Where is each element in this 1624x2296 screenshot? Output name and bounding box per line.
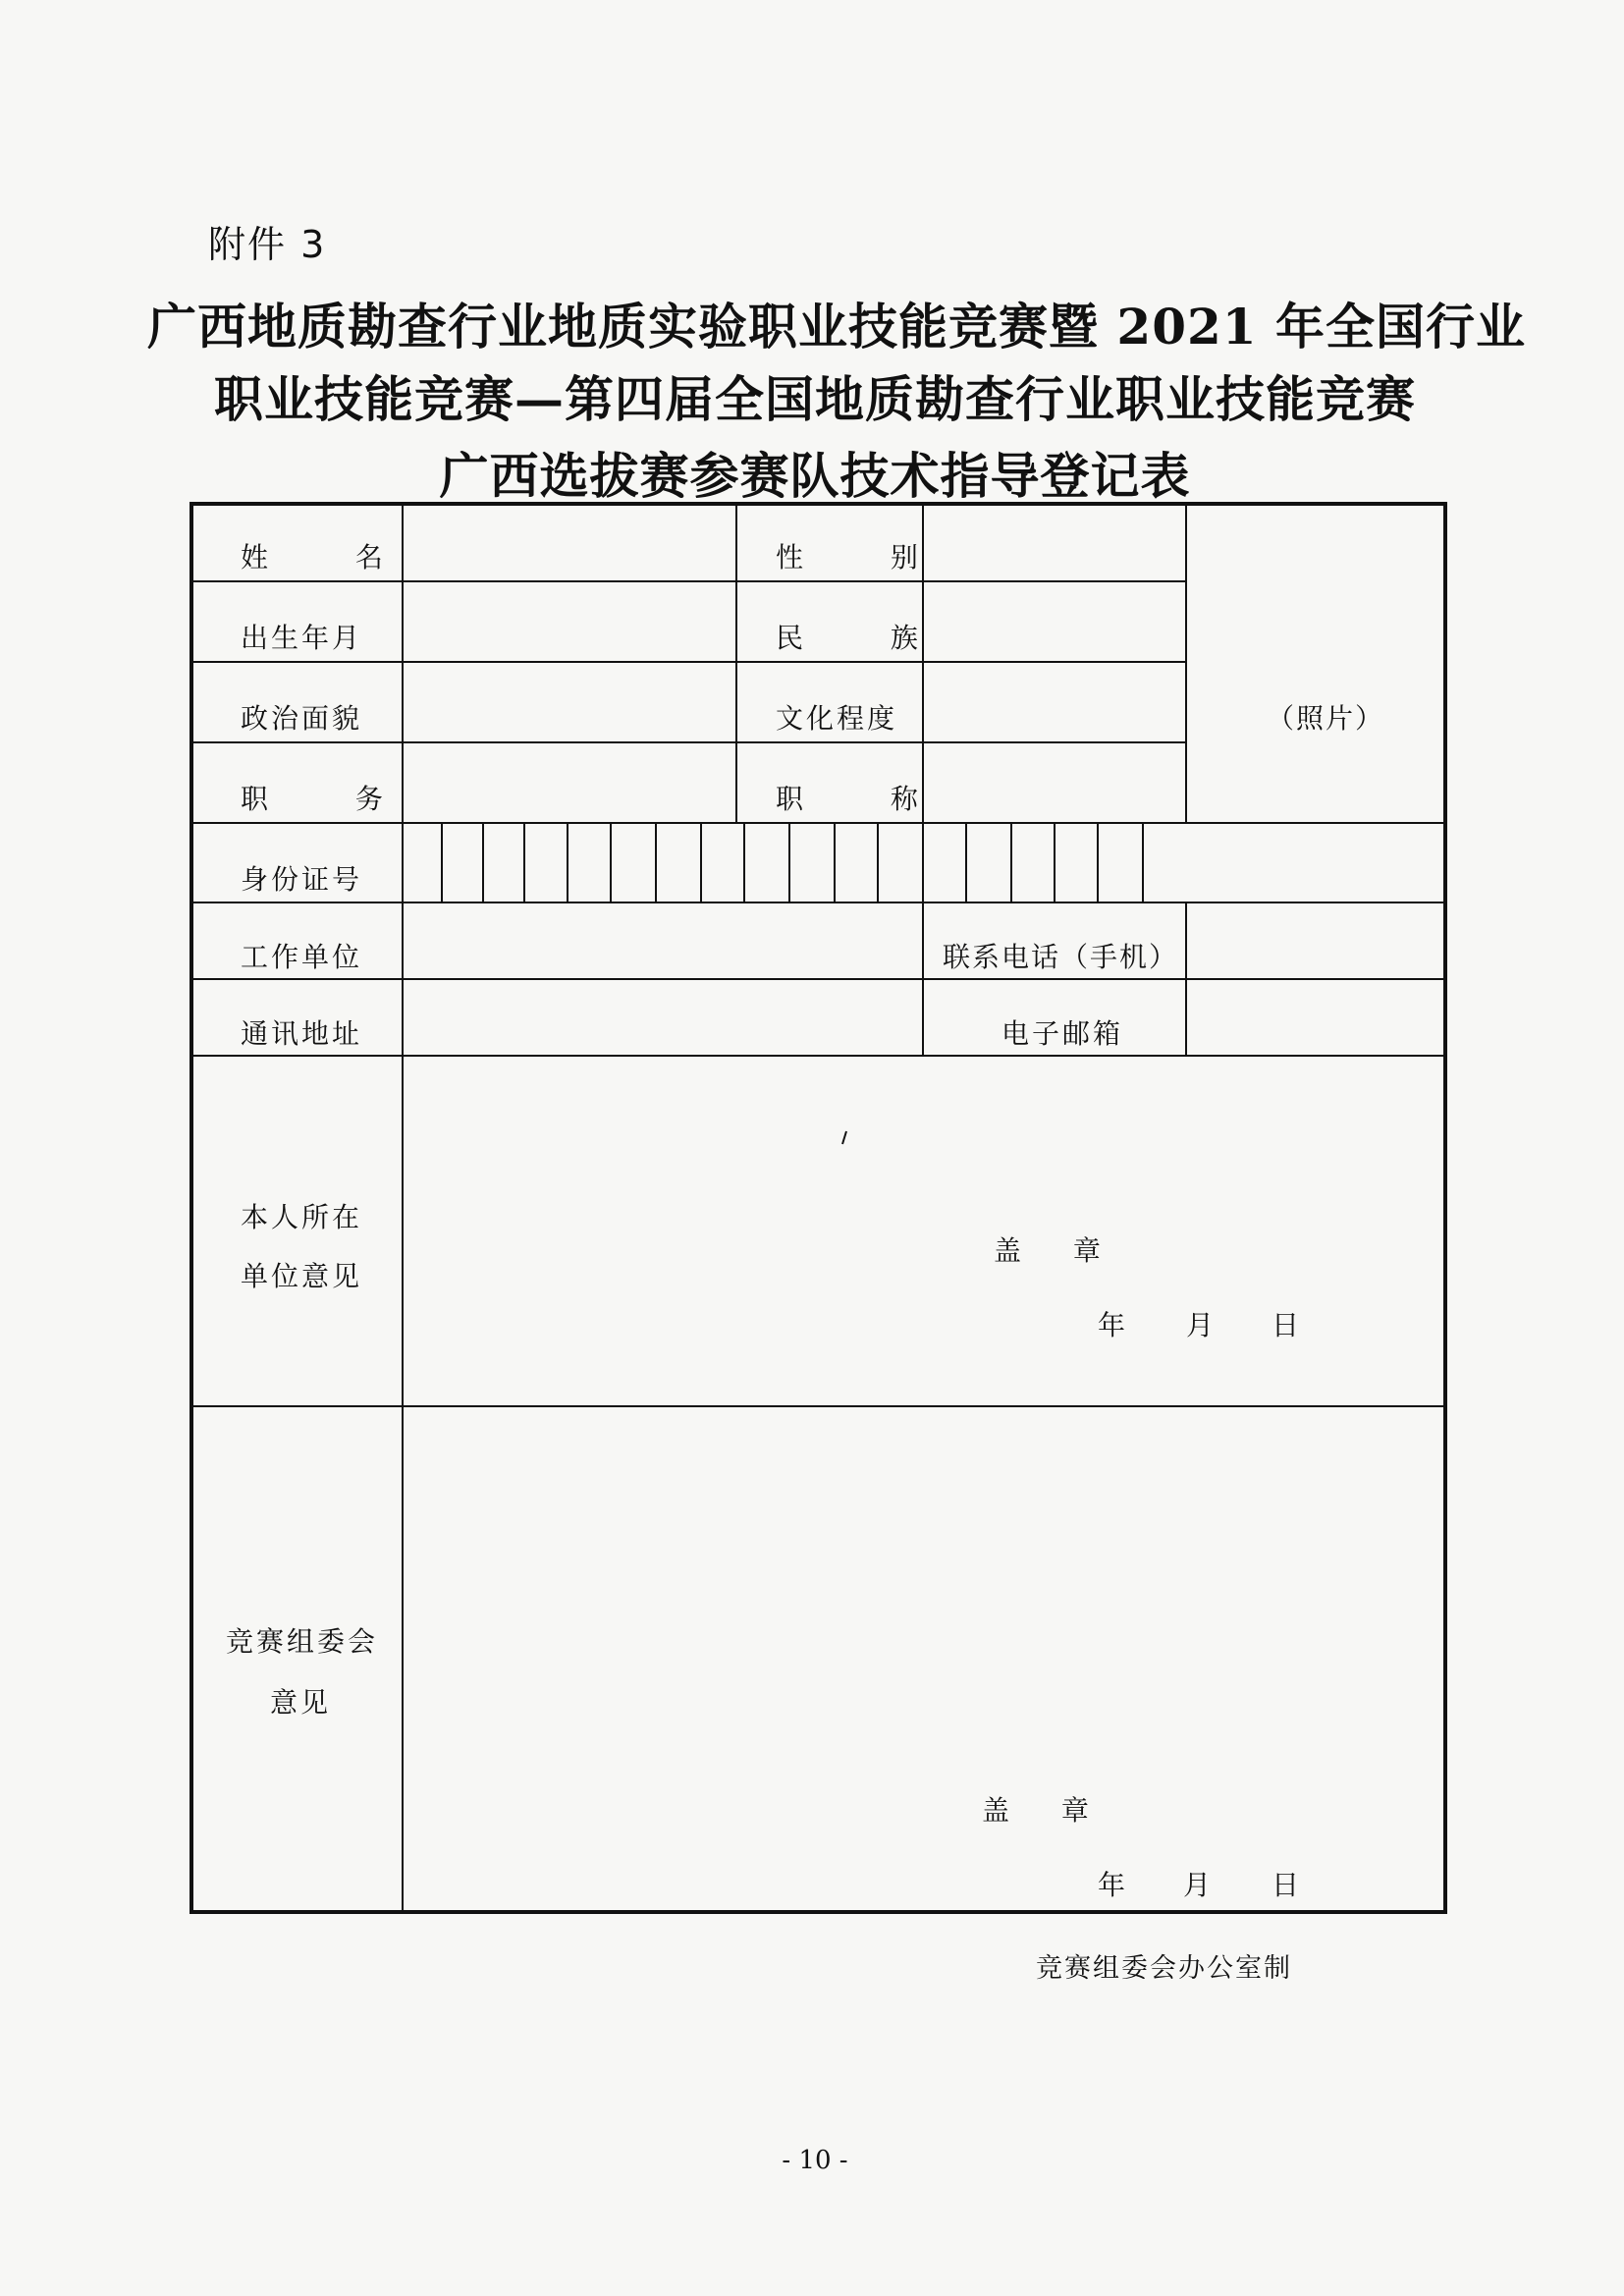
form-title-line-2: 职业技能竞赛—第四届全国地质勘查行业职业技能竞赛 xyxy=(214,370,1416,428)
issuer-note: 竞赛组委会办公室制 xyxy=(1036,1953,1292,1984)
committee-date-month: 月 xyxy=(1183,1869,1212,1901)
name-label: 姓 名 xyxy=(241,541,422,574)
committee-opinion-label-line-2: 意见 xyxy=(270,1686,332,1719)
committee-date-year: 年 xyxy=(1098,1869,1126,1901)
form-title-line-1: 广西地质勘查行业地质实验职业技能竞赛暨 2021 年全国行业 xyxy=(147,298,1526,355)
unit-date-year: 年 xyxy=(1098,1309,1126,1341)
unit-opinion-label-line-1: 本人所在 xyxy=(241,1201,363,1233)
photo-placeholder: （照片） xyxy=(1267,702,1385,735)
id-number-label: 身份证号 xyxy=(241,863,363,896)
committee-stamp-label: 盖 章 xyxy=(982,1794,1110,1827)
id-number-cells xyxy=(442,823,1143,902)
ethnicity-label: 民 族 xyxy=(776,622,957,654)
committee-opinion-label-line-1: 竞赛组委会 xyxy=(226,1625,379,1658)
birth-date-label: 出生年月 xyxy=(241,622,363,654)
employer-label: 工作单位 xyxy=(241,941,363,973)
unit-opinion-label-line-2: 单位意见 xyxy=(241,1260,363,1292)
unit-stamp-label: 盖 章 xyxy=(994,1234,1122,1267)
email-label: 电子邮箱 xyxy=(1001,1017,1124,1050)
form-title-line-3: 广西选拔赛参赛队技术指导登记表 xyxy=(439,447,1191,505)
mailing-address-label: 通讯地址 xyxy=(241,1017,363,1050)
gender-label: 性 别 xyxy=(776,541,957,574)
attachment-label: 附件 3 xyxy=(208,223,327,266)
job-position-label: 职 务 xyxy=(241,783,422,815)
education-label: 文化程度 xyxy=(776,702,898,735)
committee-date-day: 日 xyxy=(1272,1869,1300,1901)
page-number: - 10 - xyxy=(782,2146,848,2175)
professional-title-label: 职 称 xyxy=(776,783,957,815)
unit-date-day: 日 xyxy=(1272,1309,1300,1341)
mobile-phone-label: 联系电话（手机） xyxy=(943,941,1179,973)
unit-date-month: 月 xyxy=(1186,1309,1215,1341)
political-status-label: 政治面貌 xyxy=(241,702,363,735)
